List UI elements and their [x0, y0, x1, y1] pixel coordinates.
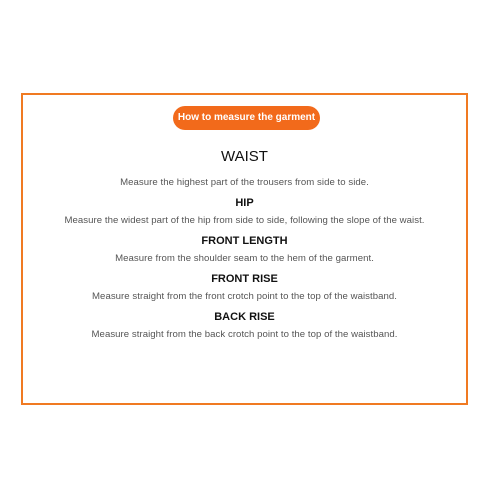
- section-heading-front-length: FRONT LENGTH: [201, 235, 288, 247]
- section-heading-front-rise: FRONT RISE: [211, 273, 278, 285]
- section-text-hip: Measure the widest part of the hip from side to side, following the slope of the waist.: [64, 215, 425, 226]
- section-text-front-rise: Measure straight from the front crotch point to the top of the waistband.: [92, 291, 397, 302]
- section-text-waist: Measure the highest part of the trousers from side to side.: [120, 177, 369, 188]
- section-heading-waist: WAIST: [221, 148, 268, 165]
- section-text-front-length: Measure from the shoulder seam to the hem of the garment.: [115, 253, 374, 264]
- section-heading-back-rise: BACK RISE: [214, 311, 275, 323]
- measurement-sections: [23, 147, 466, 348]
- section-heading-hip: HIP: [235, 197, 254, 209]
- section-text-back-rise: Measure straight from the back crotch point to the top of the waistband.: [91, 329, 398, 340]
- measurement-guide-card: [21, 93, 468, 405]
- guide-title-pill: How to measure the garment: [173, 106, 320, 130]
